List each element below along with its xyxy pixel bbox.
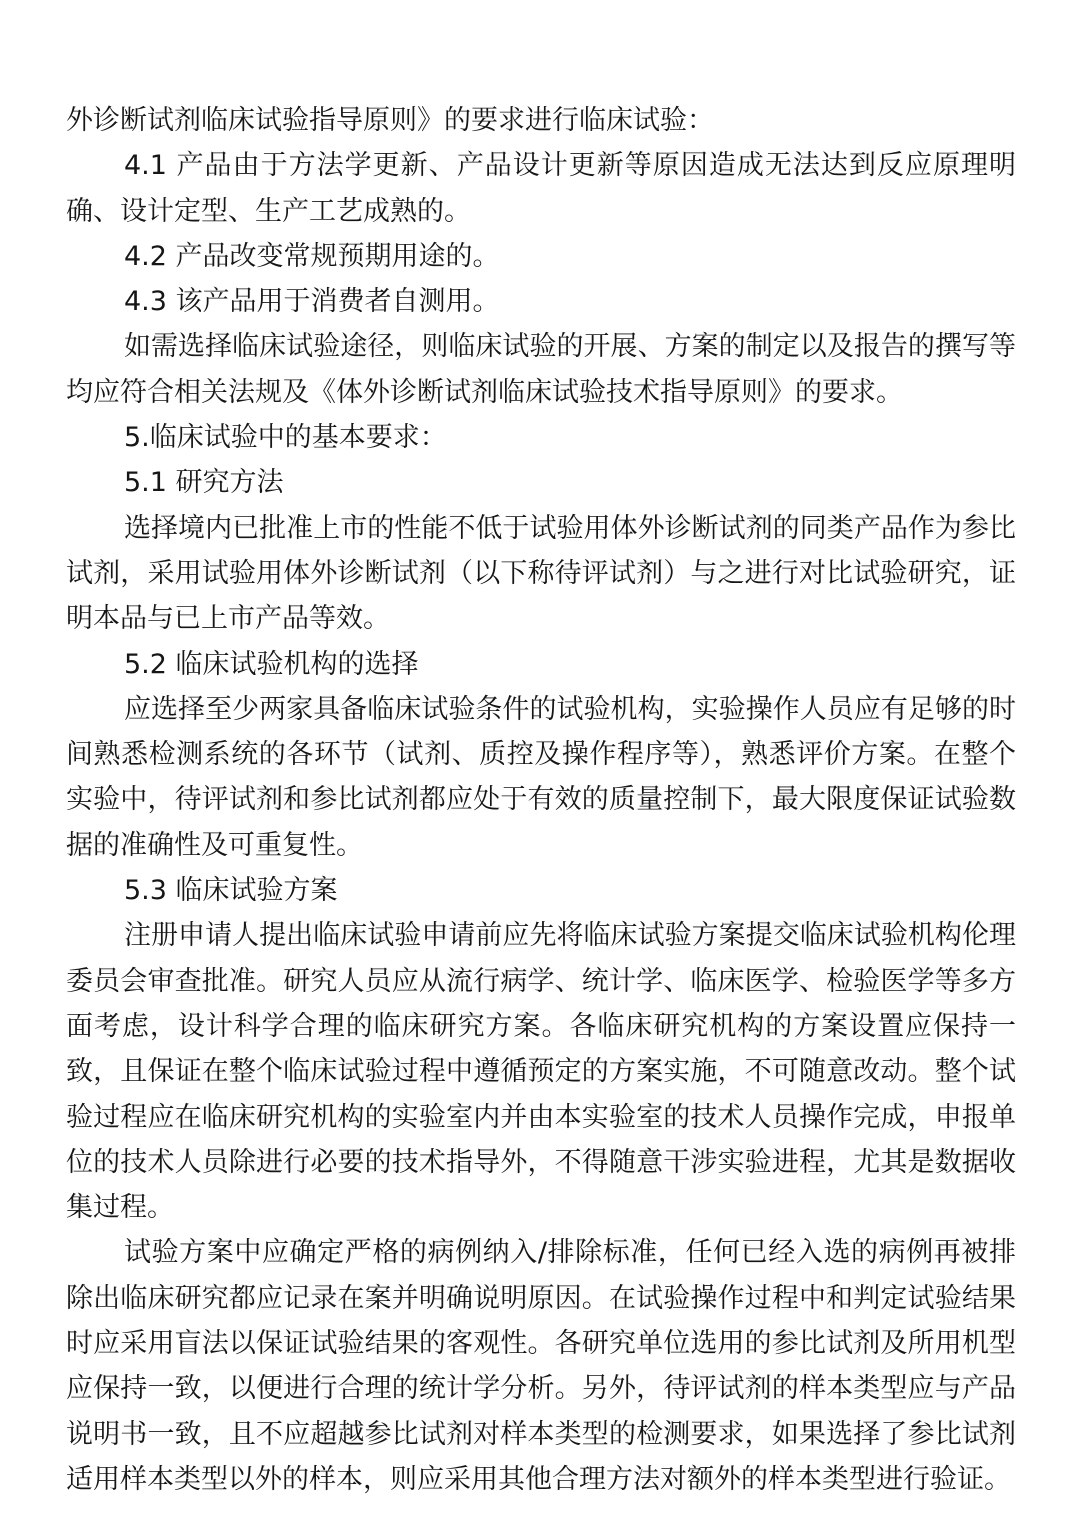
section-heading-5: 5.临床试验中的基本要求： [124, 422, 447, 454]
section-heading-5-1: 5.1 研究方法 [124, 467, 284, 499]
section-heading-5-2: 5.2 临床试验机构的选择 [124, 648, 419, 680]
paragraph-institution-selection: 应选择至少两家具备临床试验条件的试验机构，实验操作人员应有足够的时间熟悉检测系统的各环节（试剂、质控及操作程序等），熟悉评价方案。在整个实验中，待评试剂和参比试剂都应处于有效的质量控制下，最大限度保证试验数据的准确性及可重复性。 [66, 693, 1016, 861]
paragraph-inclusion-criteria: 试验方案中应确定严格的病例纳入/排除标准，任何已经入选的病例再被排除出临床研究都应记录在案并明确说明原因。在试验操作过程中和判定试验结果时应采用盲法以保证试验结果的客观性。各研究单位选用的参比试剂及所用机型应保持一致，以便进行合理的统计学分析。另外，待评试剂的样本类型应与产品说明书一致，且不应超越参比试剂对样本类型的检测要求，如果选择了参比试剂适用样本类型以外的样本，则应采用其他合理方法对额外的样本类型进行验证。 [66, 1237, 1016, 1495]
paragraph-clinical-route: 如需选择临床试验途径，则临床试验的开展、方案的制定以及报告的撰写等均应符合相关法规及《体外诊断试剂临床试验技术指导原则》的要求。 [66, 331, 1016, 408]
paragraph-4-3: 4.3 该产品用于消费者自测用。 [124, 286, 500, 318]
section-heading-5-3: 5.3 临床试验方案 [124, 875, 338, 907]
paragraph-4-2: 4.2 产品改变常规预期用途的。 [124, 240, 500, 272]
paragraph-4-1: 4.1 产品由于方法学更新、产品设计更新等原因造成无法达到反应原理明确、设计定型、生产工艺成熟的。 [66, 150, 1016, 227]
paragraph-research-method: 选择境内已批准上市的性能不低于试验用体外诊断试剂的同类产品作为参比试剂，采用试验用体外诊断试剂（以下称待评试剂）与之进行对比试验研究，证明本品与已上市产品等效。 [66, 512, 1016, 635]
document-page [66, 98, 1016, 1502]
paragraph-trial-plan: 注册申请人提出临床试验申请前应先将临床试验方案提交临床试验机构伦理委员会审查批准。研究人员应从流行病学、统计学、临床医学、检验医学等多方面考虑，设计科学合理的临床研究方案。各临床研究机构的方案设置应保持一致，且保证在整个临床试验过程中遵循预定的方案实施，不可随意改动。整个试验过程应在临床研究机构的实验室内并由本实验室的技术人员操作完成，申报单位的技术人员除进行必要的技术指导外，不得随意干涉实验进程，尤其是数据收集过程。 [66, 920, 1016, 1224]
paragraph-intro-continuation: 外诊断试剂临床试验指导原则》的要求进行临床试验： [66, 105, 714, 136]
